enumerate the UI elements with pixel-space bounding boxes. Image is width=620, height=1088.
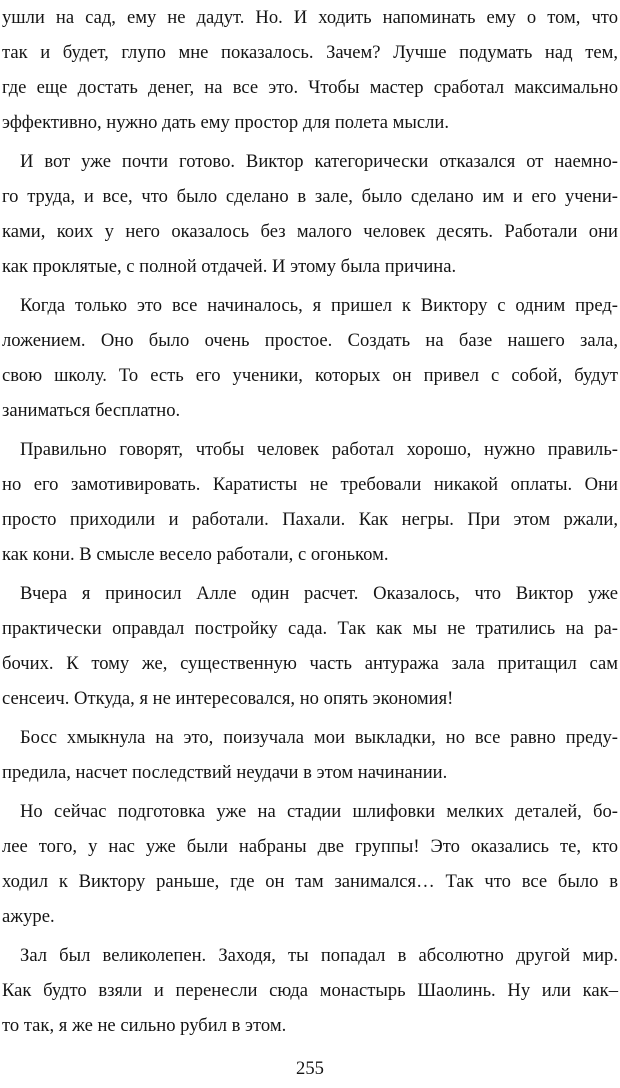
paragraph: [2, 0, 618, 140]
text-line: ложением. Оно было очень простое. Создать на базе нашего зала,: [2, 330, 618, 351]
text-line: И вот уже почти готово. Виктор категорически отказался от наемно-: [20, 151, 618, 172]
text-line: Вчера я приносил Алле один расчет. Оказалось, что Виктор уже: [20, 583, 618, 604]
body-text: [2, 0, 618, 1043]
text-line: го труда, и все, что было сделано в зале, было сделано им и его учени-: [2, 186, 618, 207]
text-line: как проклятые, с полной отдачей. И этому была причина.: [2, 256, 457, 277]
page-number: 255: [296, 1058, 324, 1079]
text-line: где еще достать денег, на все это. Чтобы мастер сработал максимально: [2, 77, 618, 98]
paragraph: [2, 794, 618, 934]
text-line: как кони. В смысле весело работали, с огоньком.: [2, 544, 389, 565]
paragraph: [2, 432, 618, 572]
text-line: Как будто взяли и перенесли сюда монастырь Шаолинь. Ну или как–: [2, 980, 618, 1001]
paragraph: [2, 288, 618, 428]
text-line: лее того, у нас уже были набраны две группы! Это оказались те, кто: [2, 836, 618, 857]
paragraph: [2, 144, 618, 284]
text-line: ушли на сад, ему не дадут. Но. И ходить напоминать ему о том, что: [2, 7, 618, 28]
text-line: эффективно, нужно дать ему простор для полета мысли.: [2, 112, 449, 133]
text-line: Правильно говорят, чтобы человек работал хорошо, нужно правиль-: [20, 439, 618, 460]
text-line: Зал был великолепен. Заходя, ты попадал в абсолютно другой мир.: [20, 945, 618, 966]
paragraph: [2, 576, 618, 716]
text-line: ажуре.: [2, 906, 55, 927]
text-line: заниматься бесплатно.: [2, 400, 181, 421]
text-line: предила, насчет последствий неудачи в этом начинании.: [2, 762, 448, 783]
text-line: свою школу. То есть его ученики, которых он привел с собой, будут: [2, 365, 618, 386]
text-line: Когда только это все начиналось, я пришел к Виктору с одним пред-: [20, 295, 618, 316]
text-line: просто приходили и работали. Пахали. Как негры. При этом ржали,: [2, 509, 618, 530]
paragraph: [2, 720, 618, 790]
text-line: ходил к Виктору раньше, где он там занимался… Так что все было в: [2, 871, 618, 892]
text-line: то так, я же не сильно рубил в этом.: [2, 1015, 287, 1036]
text-line: бочих. К тому же, существенную часть антуража зала притащил сам: [2, 653, 618, 674]
text-line: сенсеич. Откуда, я не интересовался, но опять экономия!: [2, 688, 454, 709]
text-line: Но сейчас подготовка уже на стадии шлифовки мелких деталей, бо-: [20, 801, 618, 822]
text-line: практически оправдал постройку сада. Так как мы не тратились на ра-: [2, 618, 618, 639]
text-line: Босс хмыкнула на это, поизучала мои выкладки, но все равно преду-: [20, 727, 618, 748]
paragraph: [2, 938, 618, 1043]
text-line: но его замотивировать. Каратисты не требовали никакой оплаты. Они: [2, 474, 618, 495]
text-line: так и будет, глупо мне показалось. Зачем? Лучше подумать над тем,: [2, 42, 618, 63]
text-line: ками, коих у него оказалось без малого человек десять. Работали они: [2, 221, 618, 242]
